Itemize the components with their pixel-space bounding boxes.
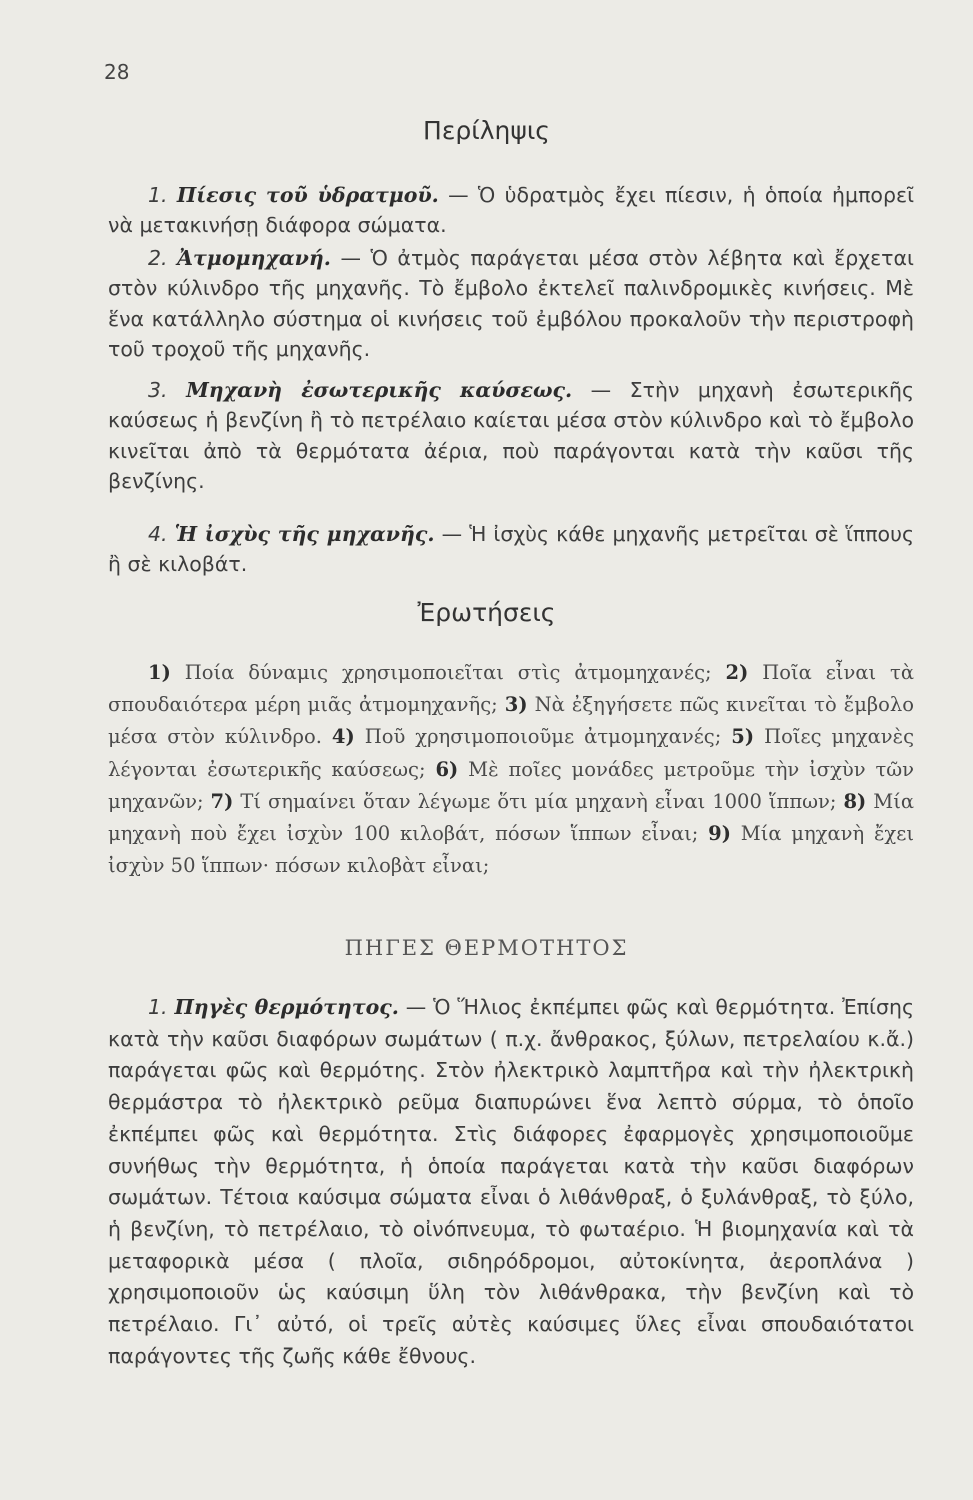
summary-item-heading: Μηχανὴ ἐσωτερικῆς καύσεως. xyxy=(186,378,573,402)
summary-item-heading: Ἡ ἰσχὺς τῆς μηχανῆς. xyxy=(174,522,435,546)
question-number: 5) xyxy=(731,725,755,749)
question-number: 4) xyxy=(331,725,355,749)
summary-item-heading: Πίεσις τοῦ ὑδρατμοῦ. xyxy=(176,183,439,207)
summary-item-number: 2. xyxy=(148,246,168,270)
summary-item-number: 4. xyxy=(148,522,168,546)
question-number: 7) xyxy=(210,789,234,813)
questions-title: Ἐρωτήσεις xyxy=(417,598,556,627)
question-number: 2) xyxy=(725,661,749,684)
question-text: Τί σημαίνει ὅταν λέγωμε ὅτι μία μηχανὴ εἶναι 1000 ἵππων; xyxy=(240,789,837,813)
question-text: Ποῖες μηχανὲς λέγονται ἐσωτερικῆς καύσεως; xyxy=(108,725,915,781)
question-text: Μὲ ποῖες μονάδες μετροῦμε τὴν ἰσχὺν τῶν μηχανῶν; xyxy=(108,757,915,813)
question-number: 6) xyxy=(435,757,459,781)
heat-sources-heading: Πηγὲς θερμότητος. xyxy=(174,995,399,1019)
summary-item-1 xyxy=(108,180,914,241)
summary-item-text: — Ἡ ἰσχὺς κάθε μηχανῆς μετρεῖται σὲ ἵππους ἢ σὲ κιλοβάτ. xyxy=(108,522,914,577)
summary-item-number: 1. xyxy=(148,183,168,207)
summary-item-4 xyxy=(108,519,914,580)
heat-sources-text: — Ὁ Ἥλιος ἐκπέμπει φῶς καὶ θερμότητα. Ἐπίσης κατὰ τὴν καῦσι διαφόρων σωμάτων ( π.χ. ἄνθρακος, ξύλων, πετρελαίου κ.ἄ.) παράγεται φῶς καὶ θερμότης. Στὸν ἠλεκτρικὸ λαμπτῆρα καὶ τὴν ἠλεκτρικὴ θερμάστρα τὸ ἠλεκτρικὸ ρεῦμα διαπυρώνει ἕνα λεπτὸ σύρμα, τὸ ὁποῖο ἐκπέμπει φῶς καὶ θερμότητα. Στὶς διάφορες ἐφαρμογὲς χρησιμοποιοῦμε συνήθως τὴν θερμότητα, ἡ ὁποία παράγεται κατὰ τὴν καῦσι διαφόρων σωμάτων. Τέτοια καύσιμα σώματα εἶναι ὁ λιθάνθραξ, ὁ ξυλάνθραξ, τὸ ξύλο, ἡ βενζίνη, τὸ πετρέλαιο, τὸ οἰνόπνευμα, τὸ φωταέριο. Ἡ βιομηχανία καὶ τὰ μεταφορικὰ μέσα ( πλοῖα, σιδηρόδρομοι, αὐτοκίνητα, ἀεροπλάνα ) χρησιμοποιοῦν ὡς καύσιμη ὕλη τὸν λιθάνθρακα, τὴν βενζίνη καὶ τὸ πετρέλαιο. Γι᾿ αὐτό, οἱ τρεῖς αὐτὲς καύσιμες ὕλες εἶναι σπουδαιότατοι παράγοντες τῆς ζωῆς κάθε ἔθνους. xyxy=(108,995,914,1368)
summary-title: Περίληψις xyxy=(423,116,550,145)
heat-sources-number: 1. xyxy=(148,995,168,1019)
question-number: 1) xyxy=(148,661,171,684)
summary-item-3 xyxy=(108,375,914,497)
summary-item-text: — Ὁ ὑδρατμὸς ἔχει πίεσιν, ἡ ὁποία ἠμπορεῖ νὰ μετακινήσῃ διάφορα σώματα. xyxy=(108,183,914,238)
summary-item-heading: Ἀτμομηχανή. xyxy=(177,246,331,270)
question-text: Ποία δύναμις χρησιμοποιεῖται στὶς ἀτμομηχανές; xyxy=(184,661,712,684)
question-text: Μία μηχανὴ ποὺ ἔχει ἰσχὺν 100 κιλοβάτ, πόσων ἵππων εἶναι; xyxy=(108,789,915,846)
question-text: Ποῖα εἶναι τὰ σπουδαιότερα μέρη μιᾶς ἀτμομηχανῆς; xyxy=(108,661,915,717)
question-text: Ποῦ χρησιμοποιοῦμε ἀτμομηχανές; xyxy=(364,725,722,749)
heat-sources-paragraph xyxy=(108,992,914,1372)
question-text: Νὰ ἐξηγήσετε πῶς κινεῖται τὸ ἔμβολο μέσα στὸν κύλινδρο. xyxy=(108,693,915,749)
summary-item-2 xyxy=(108,243,914,365)
summary-item-number: 3. xyxy=(148,378,168,402)
question-text: Μία μηχανὴ ἔχει ἰσχὺν 50 ἵππων· πόσων κιλοβὰτ εἶναι; xyxy=(108,822,914,878)
heat-sources-title: ΠΗΓΕΣ ΘΕΡΜΟΤΗΤΟΣ xyxy=(344,936,629,960)
summary-item-text: — Στὴν μηχανὴ ἐσωτερικῆς καύσεως ἡ βενζίνη ἢ τὸ πετρέλαιο καίεται μέσα στὸν κύλινδρο καὶ τὸ ἔμβολο κινεῖται ἀπὸ τὰ θερμότατα ἀέρια, ποὺ παράγονται κατὰ τὴν καῦσι τῆς βενζίνης. xyxy=(108,378,914,494)
question-number: 3) xyxy=(504,693,528,717)
question-number: 8) xyxy=(843,789,867,813)
page-number: 28 xyxy=(104,60,130,84)
question-number: 9) xyxy=(708,822,731,846)
questions-block xyxy=(108,657,914,882)
summary-item-text: — Ὁ ἀτμὸς παράγεται μέσα στὸν λέβητα καὶ ἔρχεται στὸν κύλινδρο τῆς μηχανῆς. Τὸ ἔμβολο ἐκτελεῖ παλινδρομικὲς κινήσεις. Μὲ ἕνα κατάλληλο σύστημα οἱ κινήσεις τοῦ ἐμβόλου προκαλοῦν τὴν περιστροφὴ τοῦ τροχοῦ τῆς μηχανῆς. xyxy=(108,246,914,362)
